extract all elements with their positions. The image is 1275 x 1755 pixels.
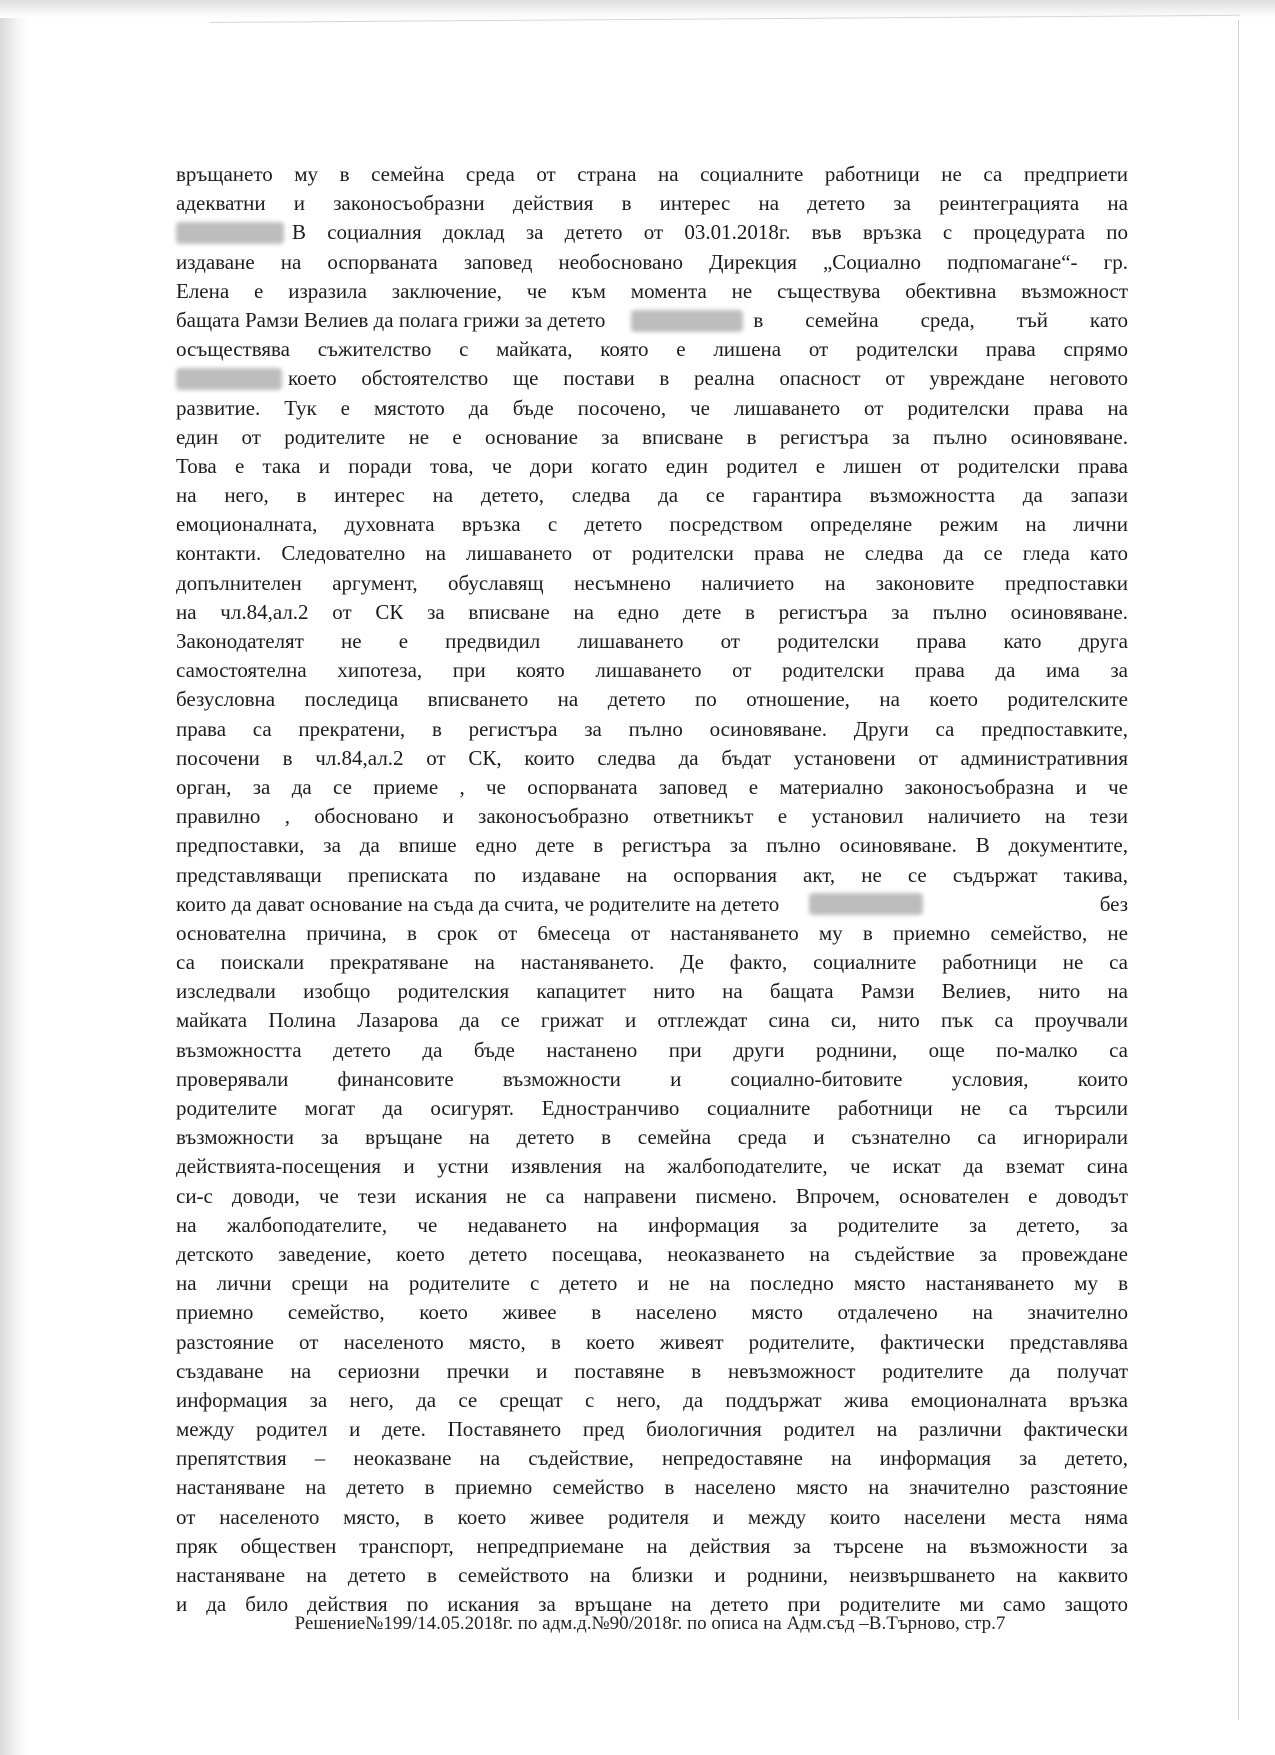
body-line: осъществява съжителство с майката, която е лишена от родителски права спрямо [176, 337, 1128, 362]
body-line: контакти. Следователно на лишаването от родителски права не следва да се гледа като [176, 541, 1128, 566]
body-line-text: които да дават основание на съда да счита, че родителите на детето [176, 891, 780, 916]
body-line: настаняване на детето в семейството на близки и роднини, неизвършването на каквито [176, 1563, 1128, 1587]
body-line: възможности за връщане на детето в семейна среда и съзнателно са игнорирали [176, 1125, 1128, 1150]
body-line: основателна причина, в срок от 6месеца от настаняването му в приемно семейство, не [176, 920, 1128, 945]
body-line: орган, за да се приеме , че оспорваната заповед е материално законосъобразна и че [176, 774, 1128, 799]
body-line: развитие. Тук е мястото да бъде посочено, че лишаването от родителски права на [176, 395, 1128, 420]
body-line: издаване на оспорваната заповед необосновано Дирекция „Социално подпомагане“- гр. [176, 249, 1128, 274]
body-line: Законодателят не е предвидил лишаването от родителски права като друга [176, 629, 1128, 653]
body-line: детското заведение, което детето посещава, неоказването на съдействие за провеждане [176, 1241, 1128, 1266]
body-line: посочени в чл.84,ал.2 от СК, които следва да бъдат установени от административния [176, 745, 1128, 770]
body-line: безусловна последица вписването на детето по отношение, на което родителските [176, 687, 1128, 712]
body-line: допълнителен аргумент, обуславящ несъмнено наличието на законовите предпоставки [176, 570, 1128, 595]
body-line-with-redaction [176, 890, 1128, 919]
body-line: и да било действия по искания за връщане на детето при родителите ми само защото [176, 1592, 1128, 1617]
body-line: емоционалната, духовната връзка с детето посредством определяне режим на лични [176, 512, 1128, 537]
body-line: един от родителите не е основание за вписване в регистъра за пълно осиновяване. [176, 424, 1128, 449]
body-line: представляващи преписката по издаване на оспорвания акт, не се съдържат такива, [176, 862, 1128, 887]
body-line: пряк обществен транспорт, непредприемане на действия за търсене на възможности за [176, 1533, 1128, 1558]
document-body [176, 160, 1128, 1619]
body-line-with-redaction [176, 364, 1128, 393]
body-line: приемно семейство, което живее в населено място отдалечено на значително [176, 1300, 1128, 1325]
body-line: на жалбоподателите, че недаването на информация за родителите за детето, за [176, 1212, 1128, 1237]
body-line: майката Полина Лазарова да се грижат и отглеждат сина си, нито пък са проучвали [176, 1008, 1128, 1033]
body-line-text: В социалния доклад за детето от 03.01.2018г. във връзка с процедурата по [292, 220, 1128, 245]
body-line: си-с доводи, че тези искания не са направени писмено. Впрочем, основателен е доводът [176, 1183, 1128, 1208]
body-line: действията-посещения и устни изявления на жалбоподателите, че искат да вземат сина [176, 1154, 1128, 1179]
body-line: създаване на сериозни пречки и поставяне в невъзможност родителите да получат [176, 1358, 1128, 1383]
body-line: на чл.84,ал.2 от СК за вписване на едно дете в регистъра за пълно осиновяване. [176, 599, 1128, 624]
body-line: адекватни и законосъобразни действия в интерес на детето за реинтеграцията на [176, 191, 1128, 216]
body-line-text: в семейна среда, тъй като [753, 307, 1128, 332]
body-line: настаняване на детето в приемно семейство в населено място на значително разстояние [176, 1475, 1128, 1500]
redacted-name [176, 368, 282, 390]
body-line: между родител и дете. Поставянето пред биологичния родител на различни фактически [176, 1417, 1128, 1442]
body-line: връщането му в семейна среда от страна на социалните работници не са предприети [176, 162, 1128, 186]
body-line-text: без [1099, 891, 1128, 916]
body-line: изследвали изобщо родителския капацитет нито на бащата Рамзи Велиев, нито на [176, 979, 1128, 1004]
body-line: на него, в интерес на детето, следва да се гарантира възможността да запази [176, 483, 1128, 508]
body-line: правилно , обосновано и законосъобразно ответникът е установил наличието на тези [176, 804, 1128, 829]
scan-shadow [0, 0, 28, 1755]
body-line-text: бащата Рамзи Велиев да полага грижи за детето [176, 307, 606, 332]
body-line: Това е така и поради това, че дори когато един родител е лишен от родителски права [176, 453, 1128, 478]
page-edge-right [1238, 20, 1239, 1720]
body-line: Елена е изразила заключение, че към момента не съществува обективна възможност [176, 278, 1128, 303]
body-line-with-redaction [176, 306, 1128, 335]
redacted-name [176, 222, 284, 244]
body-line: разстояние от населеното място, в което живеят родителите, фактически представлява [176, 1329, 1128, 1354]
page-footer: Решение№199/14.05.2018г. по адм.д.№90/2018г. по описа на Адм.съд –В.Търново, стр.7 [294, 1613, 1006, 1634]
body-line: самостоятелна хипотеза, при която лишаването от родителски права да има за [176, 658, 1128, 683]
redacted-name [809, 893, 923, 915]
body-line: препятствия – неоказване на съдействие, непредоставяне на информация за детето, [176, 1446, 1128, 1471]
body-line: са поискали прекратяване на настаняването. Де факто, социалните работници не са [176, 950, 1128, 975]
body-line: родителите могат да осигурят. Едностранчиво социалните работници не са търсили [176, 1096, 1128, 1120]
body-line: информация за него, да се срещат с него, да поддържат жива емоционалната връзка [176, 1387, 1128, 1412]
body-line-with-redaction [176, 218, 1128, 247]
body-line: права са прекратени, в регистъра за пълно осиновяване. Други са предпоставките, [176, 716, 1128, 741]
body-line: от населеното място, в което живее родителя и между които населени места няма [176, 1504, 1128, 1529]
body-line-text: което обстоятелство ще постави в реална опасност от увреждане неговото [288, 366, 1128, 391]
body-line: възможността детето да бъде настанено при други роднини, още по-малко са [176, 1037, 1128, 1062]
body-line: на лични срещи на родителите с детето и не на последно място настаняването му в [176, 1271, 1128, 1296]
body-line: проверявали финансовите възможности и социално-битовите условия, които [176, 1066, 1128, 1091]
redacted-name [631, 310, 743, 332]
body-line: предпоставки, за да впише едно дете в регистъра за пълно осиновяване. В документите, [176, 833, 1128, 858]
